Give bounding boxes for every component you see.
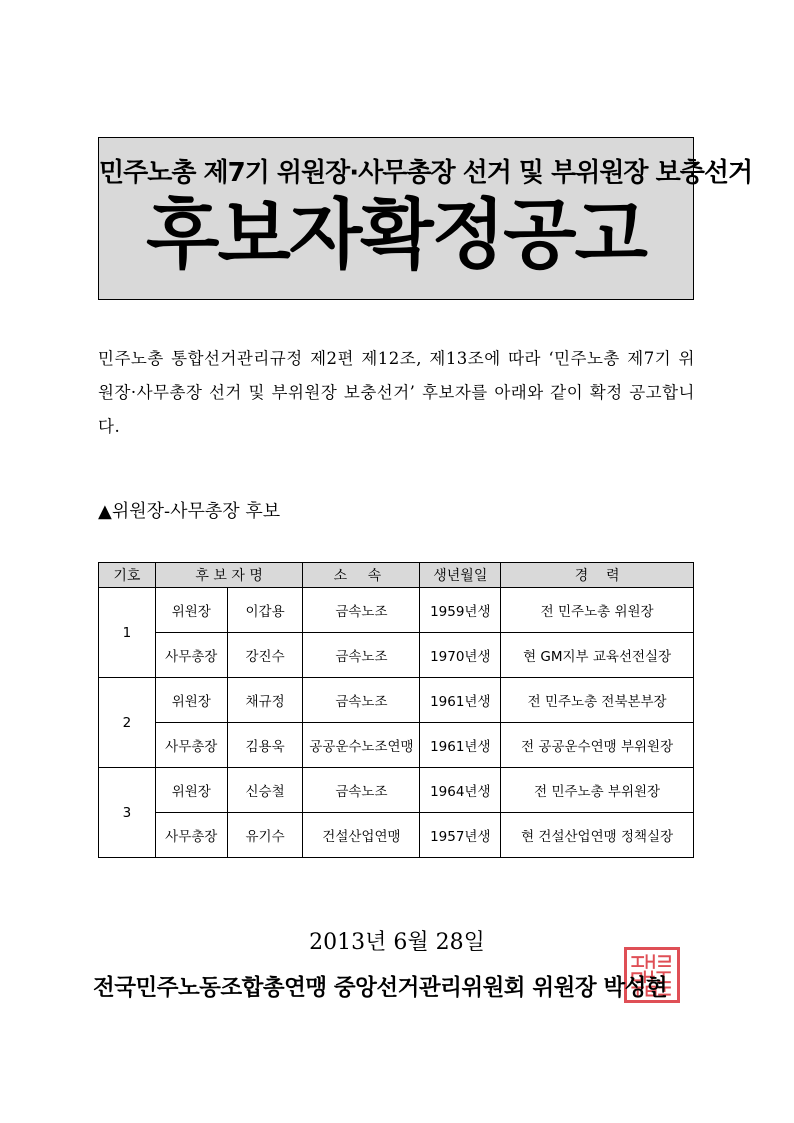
announcement-date: 2013년 6월 28일 xyxy=(309,930,485,955)
candidate-name: 김용욱 xyxy=(227,723,303,768)
section-heading: ▲위원장-사무총장 후보 xyxy=(98,501,281,522)
candidate-affiliation: 금속노조 xyxy=(303,633,420,678)
table-row xyxy=(99,813,694,858)
table-row xyxy=(99,678,694,723)
candidate-birth: 1959년생 xyxy=(420,588,501,633)
candidate-birth: 1957년생 xyxy=(420,813,501,858)
candidate-table xyxy=(98,562,694,858)
header-birth: 생년월일 xyxy=(420,563,501,588)
intro-paragraph: 민주노총 통합선거관리규정 제2편 제12조, 제13조에 따라 ‘민주노총 제7기 위원장·사무총장 선거 및 부위원장 보충선거’ 후보자를 아래와 같이 확정 공고합니다. xyxy=(98,349,695,436)
candidate-name: 채규정 xyxy=(227,678,303,723)
candidate-career: 전 공공운수연맹 부위원장 xyxy=(501,723,694,768)
candidate-role: 위원장 xyxy=(155,588,227,633)
candidate-role: 위원장 xyxy=(155,768,227,813)
candidate-affiliation: 건설산업연맹 xyxy=(303,813,420,858)
candidate-role: 사무총장 xyxy=(155,633,227,678)
candidate-career: 현 GM지부 교육선전실장 xyxy=(501,633,694,678)
candidate-birth: 1970년생 xyxy=(420,633,501,678)
candidate-role: 위원장 xyxy=(155,678,227,723)
candidate-name: 신승철 xyxy=(227,768,303,813)
header-affiliation: 소 속 xyxy=(303,563,420,588)
title-box xyxy=(98,137,753,300)
header-candidate: 후 보 자 명 xyxy=(155,563,303,588)
header-number: 기호 xyxy=(99,563,156,588)
candidate-affiliation: 금속노조 xyxy=(303,678,420,723)
candidate-affiliation: 금속노조 xyxy=(303,588,420,633)
candidate-role: 사무총장 xyxy=(155,723,227,768)
table-row xyxy=(99,723,694,768)
ballot-number: 1 xyxy=(99,588,156,678)
candidate-career: 전 민주노총 부위원장 xyxy=(501,768,694,813)
signature-line: 전국민주노동조합총연맹 중앙선거관리위원회 위원장 박성현 xyxy=(93,975,668,1001)
header-career: 경 력 xyxy=(501,563,694,588)
candidate-affiliation: 금속노조 xyxy=(303,768,420,813)
ballot-number: 3 xyxy=(99,768,156,858)
announcement-title: 후보자확정공고 xyxy=(146,190,646,279)
candidate-role: 사무총장 xyxy=(155,813,227,858)
candidate-name: 강진수 xyxy=(227,633,303,678)
candidate-career: 현 건설산업연맹 정책실장 xyxy=(501,813,694,858)
ballot-number: 2 xyxy=(99,678,156,768)
candidate-name: 유기수 xyxy=(227,813,303,858)
candidate-birth: 1961년생 xyxy=(420,723,501,768)
candidate-affiliation: 공공운수노조연맹 xyxy=(303,723,420,768)
table-row xyxy=(99,768,694,813)
table-header-row xyxy=(99,563,694,588)
table-row xyxy=(99,633,694,678)
candidate-career: 전 민주노총 전북본부장 xyxy=(501,678,694,723)
candidate-birth: 1961년생 xyxy=(420,678,501,723)
candidate-name: 이갑용 xyxy=(227,588,303,633)
candidate-birth: 1964년생 xyxy=(420,768,501,813)
table-row xyxy=(99,588,694,633)
candidate-career: 전 민주노총 위원장 xyxy=(501,588,694,633)
announcement-subtitle: 민주노총 제7기 위원장·사무총장 선거 및 부위원장 보충선거 xyxy=(99,158,753,188)
